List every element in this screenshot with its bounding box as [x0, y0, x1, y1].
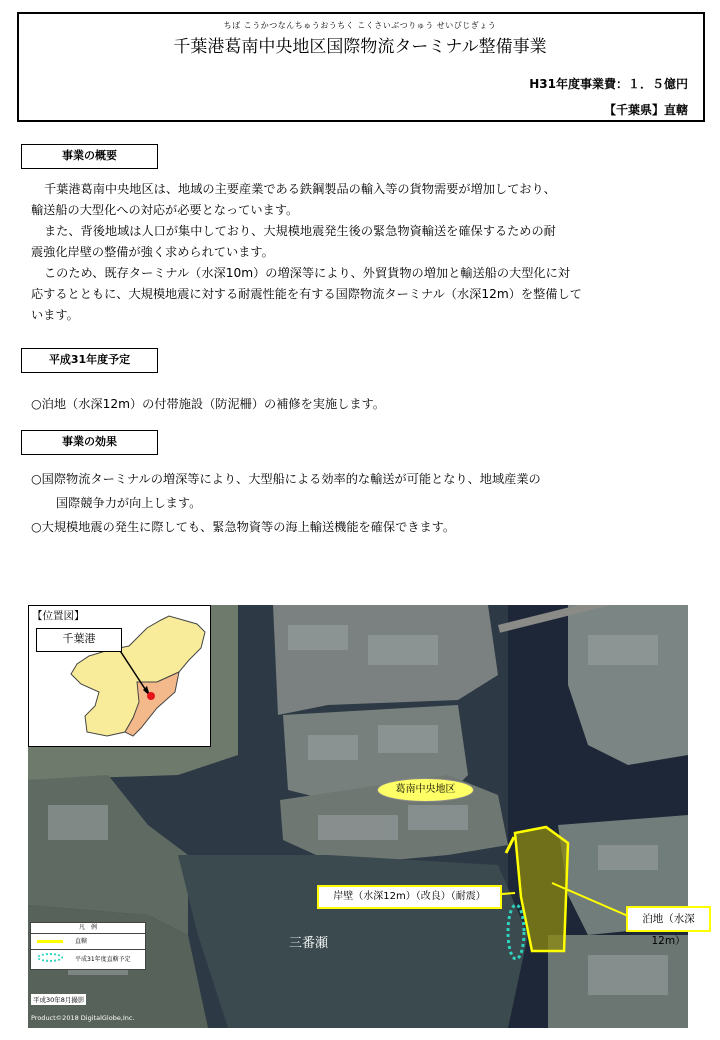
overview-line-1: 千葉港葛南中央地区は、地域の主要産業である鉄鋼製品の輸入等の貨物需要が増加しており、: [44, 182, 556, 196]
jurisdiction-text: 【千葉県】直轄: [603, 103, 688, 117]
map-legend: [30, 922, 146, 970]
area-label: 葛南中央地区: [377, 778, 474, 802]
overview-line-6: 応するとともに、大規模地震に対する耐震性能を有する国際物流ターミナル（水深12m）を整備して: [31, 287, 582, 301]
inset-title: 【位置図】: [32, 610, 85, 622]
plan-item: ○泊地（水深12m）の付帯施設（防泥柵）の補修を実施します。: [31, 397, 385, 411]
location-inset: [28, 605, 211, 747]
effect-item-2: ○大規模地震の発生に際しても、緊急物資等の海上輸送機能を確保できます。: [31, 520, 456, 534]
effect-item-1-cont: 国際競争力が向上します。: [56, 496, 202, 510]
overview-line-3: また、背後地域は人口が集中しており、大規模地震発生後の緊急物資輸送を確保するための耐: [44, 224, 556, 238]
wharf-label: 岸壁（水深12m）（改良）（耐震）: [317, 885, 502, 909]
legend-direct-label: 直轄: [75, 938, 88, 945]
anchorage-label: 泊地（水深12m）: [626, 906, 711, 932]
effect-item-1: ○国際物流ターミナルの増深等により、大型船による効率的な輸送が可能となり、地域産業の: [31, 472, 541, 486]
photo-date: 平成30年8月撮影: [33, 996, 85, 1004]
legend-planned-swatch: [37, 953, 63, 962]
inset-port-label: 千葉港: [36, 628, 122, 652]
title-ruby: ちば こうかつなんちゅうおうちく こくさいぶつりゅう せいびじぎょう: [223, 21, 497, 30]
legend-planned-label: 平成31年度直轄予定: [75, 956, 131, 963]
overview-line-4: 震強化岸壁の整備が強く求められています。: [31, 245, 274, 259]
section-label-effect: 事業の効果: [21, 430, 158, 455]
section-label-overview: 事業の概要: [21, 144, 158, 169]
budget-text: H31年度事業費：１．５億円: [529, 77, 688, 91]
photo-credit: Product©2018 DigitalGlobe,Inc.: [31, 1014, 135, 1022]
page-title: 千葉港葛南中央地区国際物流ターミナル整備事業: [173, 37, 547, 57]
section-label-plan: 平成31年度予定: [21, 348, 158, 373]
sea-area-label: 三番瀬: [289, 936, 329, 951]
overview-line-2: 輸送船の大型化への対応が必要となっています。: [31, 203, 299, 217]
overview-line-5: このため、既存ターミナル（水深10m）の増深等により、外貿貨物の増加と輸送船の大型化に対: [44, 266, 570, 280]
legend-direct-swatch: [37, 940, 63, 943]
legend-title: 凡 例: [31, 923, 145, 934]
overview-line-7: います。: [31, 308, 79, 322]
